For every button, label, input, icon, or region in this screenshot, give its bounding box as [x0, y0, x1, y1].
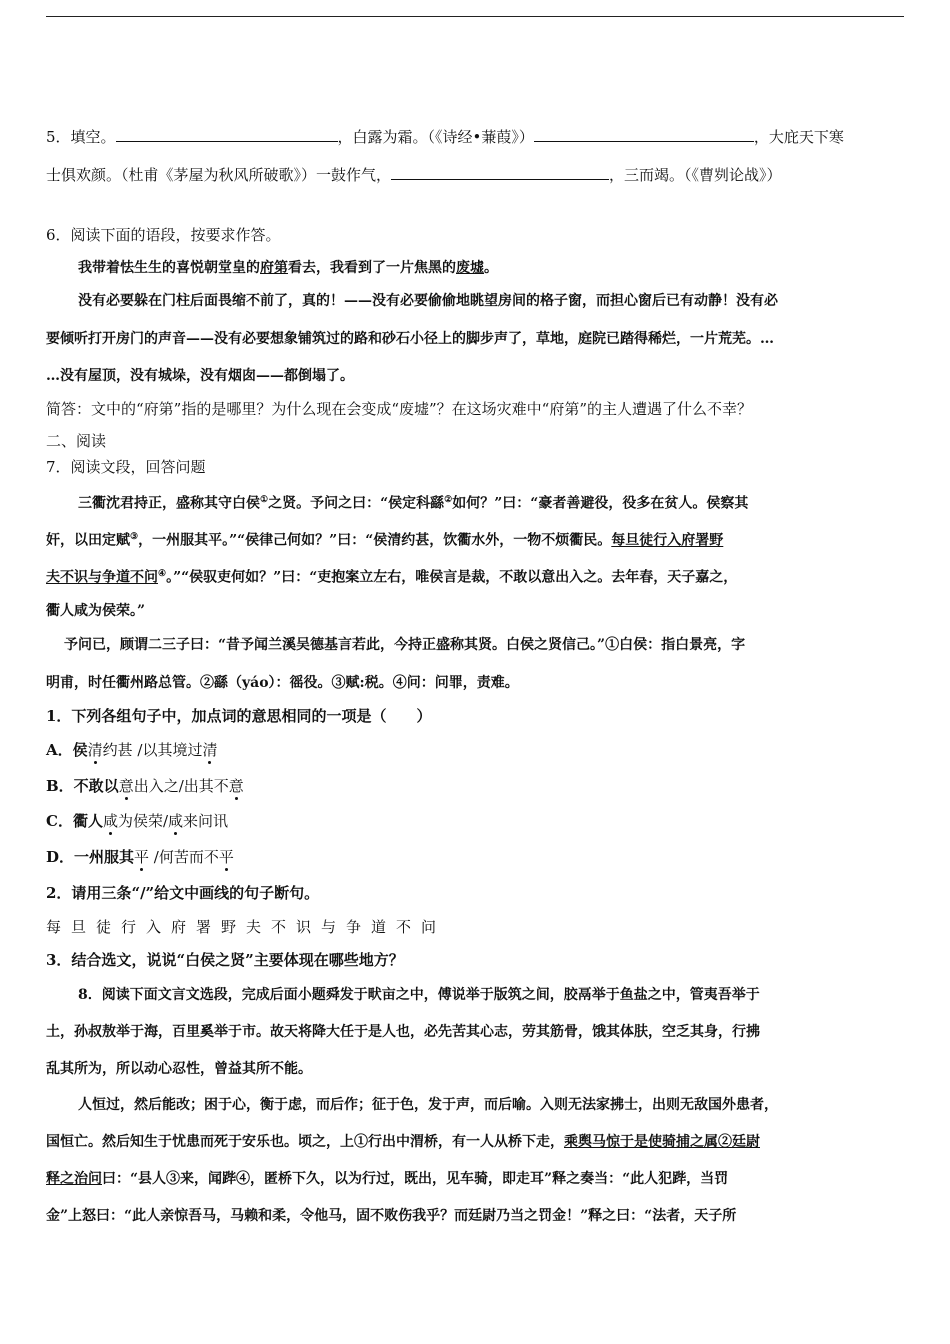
option-a[interactable]: A．侯清约甚 /以其境过清 — [46, 741, 218, 759]
dotted-char: 意 — [118, 777, 134, 795]
q7-subquestion-2: 2．请用三条“/”给文中画线的句子断句。 — [46, 884, 320, 902]
q7-notes: 明甫，时任衢州路总管。②繇（yáo）：徭役。③赋:税。④问：问罪，责难。 — [46, 675, 519, 691]
q8-line-6: 释之治问曰：“县人③来，闻跸④，匿桥下久，以为行过，既出，见车骑，即走耳”释之奏当：“此人犯跸，当罚 — [46, 1171, 729, 1187]
dotted-char: 平 — [134, 848, 150, 866]
q6-title: 6．阅读下面的语段，按要求作答。 — [46, 226, 281, 244]
q7-text-line-2: 奸，以田定赋③，一州服其平。”“侯律己何如？”曰：“侯清约甚，饮衢水外，一物不烦衢民。每旦徒行入府署野 — [46, 532, 724, 549]
q7-text-line-3: 夫不识与争道不问④。”“侯驭吏何如？”曰：“吏抱案立左右，唯侯言是裁，不敢以意出入之。去年春，天子嘉之， — [46, 569, 738, 586]
q7-text-line-4: 衢人咸为侯荣。” — [46, 603, 146, 619]
underlined-sentence-part-2: 释之治问 — [46, 1171, 102, 1187]
dotted-char: 咸 — [102, 812, 118, 830]
sentence-to-split[interactable]: 每旦徒行入府署野夫不识与争道不问 — [46, 918, 447, 936]
q7-subquestion-1: 1．下列各组句子中，加点词的意思相同的一项是（ ） — [46, 707, 432, 725]
term-feixu: 废墟 — [456, 260, 484, 276]
dotted-char: 咸 — [168, 812, 184, 830]
option-d[interactable]: D．一州服其平 /何苦而不平 — [46, 848, 234, 866]
q8-line-7: 金”上怒曰：“此人亲惊吾马，马赖和柔，令他马，固不败伤我乎？而廷尉乃当之罚金！”释之曰：“法者，天子所 — [46, 1208, 737, 1224]
answer-blank-1[interactable] — [116, 126, 338, 142]
option-b[interactable]: B．不敢以意出入之/出其不意 — [46, 777, 244, 795]
q6-para-2-line-1: 没有必要躲在门柱后面畏缩不前了，真的！——没有必要偷偷地眺望房间的格子窗，而担心窗后已有动静！没有必 — [78, 293, 778, 309]
q6-para-1: 我带着怯生生的喜悦朝堂皇的府第看去，我看到了一片焦黑的废墟。 — [78, 260, 498, 276]
q6-para-2-line-3: …没有屋顶，没有城垛，没有烟囱——都倒塌了。 — [46, 368, 354, 384]
answer-blank-2[interactable] — [534, 126, 754, 142]
underlined-sentence-part-1: 每旦徒行入府署野 — [611, 532, 724, 549]
q7-subquestion-3: 3．结合选文，说说“白侯之贤”主要体现在哪些地方？ — [46, 951, 404, 969]
underlined-sentence-part-1: 乘舆马惊于是使骑捕之属②廷尉 — [564, 1134, 760, 1150]
underlined-sentence-part-2: 夫不识与争道不问 — [46, 569, 158, 586]
q7-title: 7．阅读文段，回答问题 — [46, 458, 206, 476]
q5-line-1: 5．填空。 ，白露为霜。（《诗经•蒹葭》） ，大庇天下寒 — [46, 128, 844, 146]
dotted-char: 清 — [202, 741, 218, 759]
dotted-char: 平 — [218, 848, 234, 866]
q8-line-4: 人恒过，然后能改；困于心，衡于虑，而后作；征于色，发于声，而后喻。入则无法家拂士，出则无敌国外患者， — [78, 1097, 778, 1113]
header-rule — [46, 16, 904, 17]
answer-blank-3[interactable] — [391, 164, 609, 180]
q8-line-5: 国恒亡。然后知生于忧患而死于安乐也。顷之，上①行出中渭桥，有一人从桥下走，乘舆马惊于是使骑捕之属②廷尉 — [46, 1134, 760, 1150]
q8-line-1: 8．阅读下面文言文选段，完成后面小题舜发于畎亩之中，傅说举于版筑之间，胶鬲举于鱼盐之中，管夷吾举于 — [78, 987, 760, 1003]
q8-line-2: 土，孙叔敖举于海，百里奚举于市。故天将降大任于是人也，必先苦其心志，劳其筋骨，饿其体肤，空乏其身，行拂 — [46, 1024, 760, 1040]
q7-text-line-5: 予问已，顾谓二三子曰：“昔予闻兰溪吴德基言若此，今持正盛称其贤。白侯之贤信己。”①白侯：指白景亮，字 — [64, 637, 746, 653]
q8-line-3: 乱其所为，所以动心忍性，曾益其所不能。 — [46, 1061, 312, 1077]
section-heading: 二、阅读 — [46, 432, 107, 450]
term-fudi: 府第 — [260, 260, 288, 276]
q6-para-2-line-2: 要倾听打开房门的声音——没有必要想象铺筑过的路和砂石小径上的脚步声了，草地，庭院已踏得稀烂，一片荒芜。… — [46, 331, 774, 347]
q6-question: 简答：文中的“府第”指的是哪里？为什么现在会变成“废墟”？在这场灾难中“府第”的主人遭遇了什么不幸？ — [46, 400, 753, 418]
dotted-char: 意 — [228, 777, 244, 795]
dotted-char: 清 — [87, 741, 103, 759]
option-c[interactable]: C．衢人咸为侯荣/咸来问讯 — [46, 812, 229, 830]
q7-text-line-1: 三衢沈君持正，盛称其守白侯①之贤。予问之曰：“侯定科繇②如何？”曰：“豪者善避役，役多在贫人。侯察其 — [78, 495, 749, 512]
q5-line-2: 士俱欢颜。（杜甫《茅屋为秋风所破歌》）一鼓作气， ，三而竭。（《曹刿论战》） — [46, 166, 782, 184]
